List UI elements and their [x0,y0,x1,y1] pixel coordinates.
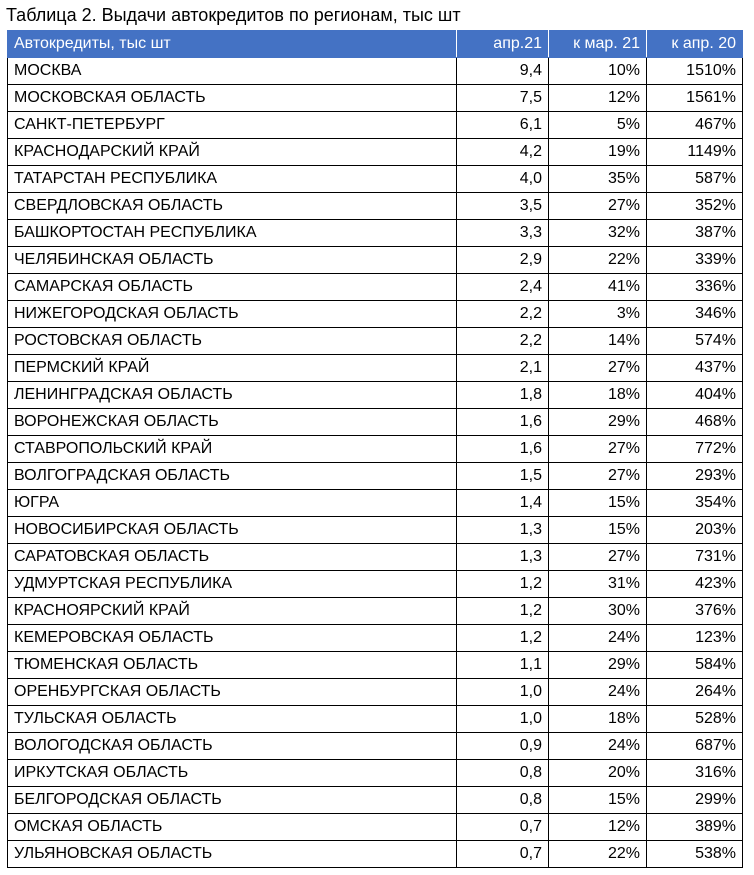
table-row [8,517,743,544]
table-row [8,58,743,85]
table-body [8,58,743,868]
cell-vs-mar21: 27% [549,463,647,490]
cell-vs-mar21: 10% [549,58,647,85]
cell-apr21: 7,5 [457,85,549,112]
cell-region: НОВОСИБИРСКАЯ ОБЛАСТЬ [8,517,457,544]
cell-vs-mar21: 15% [549,517,647,544]
table-row [8,760,743,787]
cell-region: БЕЛГОРОДСКАЯ ОБЛАСТЬ [8,787,457,814]
cell-vs-mar21: 18% [549,706,647,733]
cell-region: СТАВРОПОЛЬСКИЙ КРАЙ [8,436,457,463]
cell-vs-mar21: 5% [549,112,647,139]
table-row [8,436,743,463]
cell-region: ЛЕНИНГРАДСКАЯ ОБЛАСТЬ [8,382,457,409]
cell-vs-apr20: 293% [647,463,743,490]
cell-region: ЮГРА [8,490,457,517]
cell-region: КРАСНОДАРСКИЙ КРАЙ [8,139,457,166]
cell-apr21: 1,2 [457,625,549,652]
cell-apr21: 4,0 [457,166,549,193]
cell-apr21: 1,2 [457,571,549,598]
table-row [8,409,743,436]
table-row [8,787,743,814]
cell-vs-mar21: 22% [549,247,647,274]
cell-vs-apr20: 423% [647,571,743,598]
table-row [8,679,743,706]
cell-vs-mar21: 29% [549,652,647,679]
cell-vs-mar21: 20% [549,760,647,787]
cell-vs-mar21: 29% [549,409,647,436]
cell-apr21: 0,7 [457,814,549,841]
cell-vs-apr20: 538% [647,841,743,868]
column-header-apr21: апр.21 [457,31,549,58]
cell-vs-apr20: 528% [647,706,743,733]
cell-vs-apr20: 1149% [647,139,743,166]
cell-vs-apr20: 123% [647,625,743,652]
cell-region: ТАТАРСТАН РЕСПУБЛИКА [8,166,457,193]
cell-vs-apr20: 1561% [647,85,743,112]
table-row [8,220,743,247]
cell-vs-apr20: 731% [647,544,743,571]
cell-vs-mar21: 35% [549,166,647,193]
cell-vs-apr20: 584% [647,652,743,679]
cell-region: ВОЛГОГРАДСКАЯ ОБЛАСТЬ [8,463,457,490]
cell-vs-mar21: 14% [549,328,647,355]
table-row [8,328,743,355]
cell-apr21: 1,5 [457,463,549,490]
cell-apr21: 1,4 [457,490,549,517]
cell-vs-mar21: 27% [549,193,647,220]
table-row [8,247,743,274]
cell-vs-mar21: 24% [549,679,647,706]
column-header-vs-apr20: к апр. 20 [647,31,743,58]
table-header-row [8,31,743,58]
cell-vs-apr20: 316% [647,760,743,787]
cell-vs-apr20: 389% [647,814,743,841]
table-row [8,706,743,733]
table-row [8,733,743,760]
cell-vs-apr20: 587% [647,166,743,193]
table-row [8,382,743,409]
cell-apr21: 1,0 [457,706,549,733]
table-caption: Таблица 2. Выдачи автокредитов по регионам, тыс шт [6,5,461,25]
cell-apr21: 9,4 [457,58,549,85]
cell-region: РОСТОВСКАЯ ОБЛАСТЬ [8,328,457,355]
table-row [8,355,743,382]
cell-apr21: 3,5 [457,193,549,220]
cell-region: СВЕРДЛОВСКАЯ ОБЛАСТЬ [8,193,457,220]
cell-region: ОРЕНБУРГСКАЯ ОБЛАСТЬ [8,679,457,706]
cell-vs-apr20: 354% [647,490,743,517]
cell-vs-apr20: 574% [647,328,743,355]
cell-apr21: 3,3 [457,220,549,247]
table-row [8,490,743,517]
regional-autoloans-table [7,30,743,868]
table-row [8,139,743,166]
cell-vs-mar21: 27% [549,355,647,382]
cell-vs-mar21: 18% [549,382,647,409]
cell-apr21: 0,8 [457,787,549,814]
cell-vs-mar21: 27% [549,544,647,571]
cell-apr21: 1,8 [457,382,549,409]
cell-region: ВОРОНЕЖСКАЯ ОБЛАСТЬ [8,409,457,436]
cell-region: ТУЛЬСКАЯ ОБЛАСТЬ [8,706,457,733]
cell-region: МОСКВА [8,58,457,85]
cell-apr21: 1,6 [457,409,549,436]
cell-vs-apr20: 352% [647,193,743,220]
cell-vs-apr20: 203% [647,517,743,544]
table-row [8,85,743,112]
cell-vs-mar21: 19% [549,139,647,166]
cell-apr21: 2,9 [457,247,549,274]
cell-apr21: 1,0 [457,679,549,706]
table-row [8,274,743,301]
cell-vs-mar21: 31% [549,571,647,598]
cell-vs-apr20: 467% [647,112,743,139]
cell-apr21: 2,2 [457,328,549,355]
cell-apr21: 2,4 [457,274,549,301]
cell-region: УЛЬЯНОВСКАЯ ОБЛАСТЬ [8,841,457,868]
cell-vs-apr20: 404% [647,382,743,409]
cell-vs-mar21: 22% [549,841,647,868]
cell-vs-mar21: 41% [549,274,647,301]
cell-vs-mar21: 24% [549,625,647,652]
table-row [8,301,743,328]
cell-apr21: 6,1 [457,112,549,139]
cell-apr21: 1,3 [457,517,549,544]
table-row [8,598,743,625]
cell-region: КРАСНОЯРСКИЙ КРАЙ [8,598,457,625]
cell-region: ПЕРМСКИЙ КРАЙ [8,355,457,382]
table-row [8,544,743,571]
cell-apr21: 1,3 [457,544,549,571]
cell-vs-apr20: 346% [647,301,743,328]
table-row [8,841,743,868]
cell-vs-apr20: 264% [647,679,743,706]
cell-vs-apr20: 376% [647,598,743,625]
cell-vs-mar21: 15% [549,490,647,517]
cell-vs-mar21: 15% [549,787,647,814]
cell-vs-apr20: 437% [647,355,743,382]
table-row [8,625,743,652]
cell-region: ТЮМЕНСКАЯ ОБЛАСТЬ [8,652,457,679]
table-row [8,166,743,193]
cell-region: ИРКУТСКАЯ ОБЛАСТЬ [8,760,457,787]
cell-vs-apr20: 336% [647,274,743,301]
cell-region: САРАТОВСКАЯ ОБЛАСТЬ [8,544,457,571]
cell-vs-apr20: 772% [647,436,743,463]
cell-vs-mar21: 3% [549,301,647,328]
table-row [8,652,743,679]
cell-apr21: 2,2 [457,301,549,328]
table-row [8,463,743,490]
cell-apr21: 0,9 [457,733,549,760]
cell-region: ВОЛОГОДСКАЯ ОБЛАСТЬ [8,733,457,760]
table-row [8,193,743,220]
cell-region: ОМСКАЯ ОБЛАСТЬ [8,814,457,841]
cell-region: САМАРСКАЯ ОБЛАСТЬ [8,274,457,301]
cell-region: НИЖЕГОРОДСКАЯ ОБЛАСТЬ [8,301,457,328]
cell-apr21: 0,7 [457,841,549,868]
cell-apr21: 4,2 [457,139,549,166]
table-row [8,571,743,598]
cell-vs-apr20: 1510% [647,58,743,85]
cell-apr21: 1,2 [457,598,549,625]
cell-vs-mar21: 27% [549,436,647,463]
table-row [8,814,743,841]
cell-vs-apr20: 687% [647,733,743,760]
cell-vs-apr20: 387% [647,220,743,247]
column-header-region: Автокредиты, тыс шт [8,31,457,58]
cell-vs-apr20: 468% [647,409,743,436]
cell-apr21: 1,1 [457,652,549,679]
cell-vs-apr20: 339% [647,247,743,274]
cell-vs-mar21: 32% [549,220,647,247]
cell-vs-mar21: 24% [549,733,647,760]
cell-apr21: 1,6 [457,436,549,463]
cell-region: МОСКОВСКАЯ ОБЛАСТЬ [8,85,457,112]
column-header-vs-mar21: к мар. 21 [549,31,647,58]
cell-region: КЕМЕРОВСКАЯ ОБЛАСТЬ [8,625,457,652]
cell-vs-apr20: 299% [647,787,743,814]
cell-apr21: 0,8 [457,760,549,787]
cell-vs-mar21: 12% [549,85,647,112]
cell-region: БАШКОРТОСТАН РЕСПУБЛИКА [8,220,457,247]
cell-region: УДМУРТСКАЯ РЕСПУБЛИКА [8,571,457,598]
cell-apr21: 2,1 [457,355,549,382]
cell-region: САНКТ-ПЕТЕРБУРГ [8,112,457,139]
cell-vs-mar21: 12% [549,814,647,841]
table-row [8,112,743,139]
cell-region: ЧЕЛЯБИНСКАЯ ОБЛАСТЬ [8,247,457,274]
cell-vs-mar21: 30% [549,598,647,625]
